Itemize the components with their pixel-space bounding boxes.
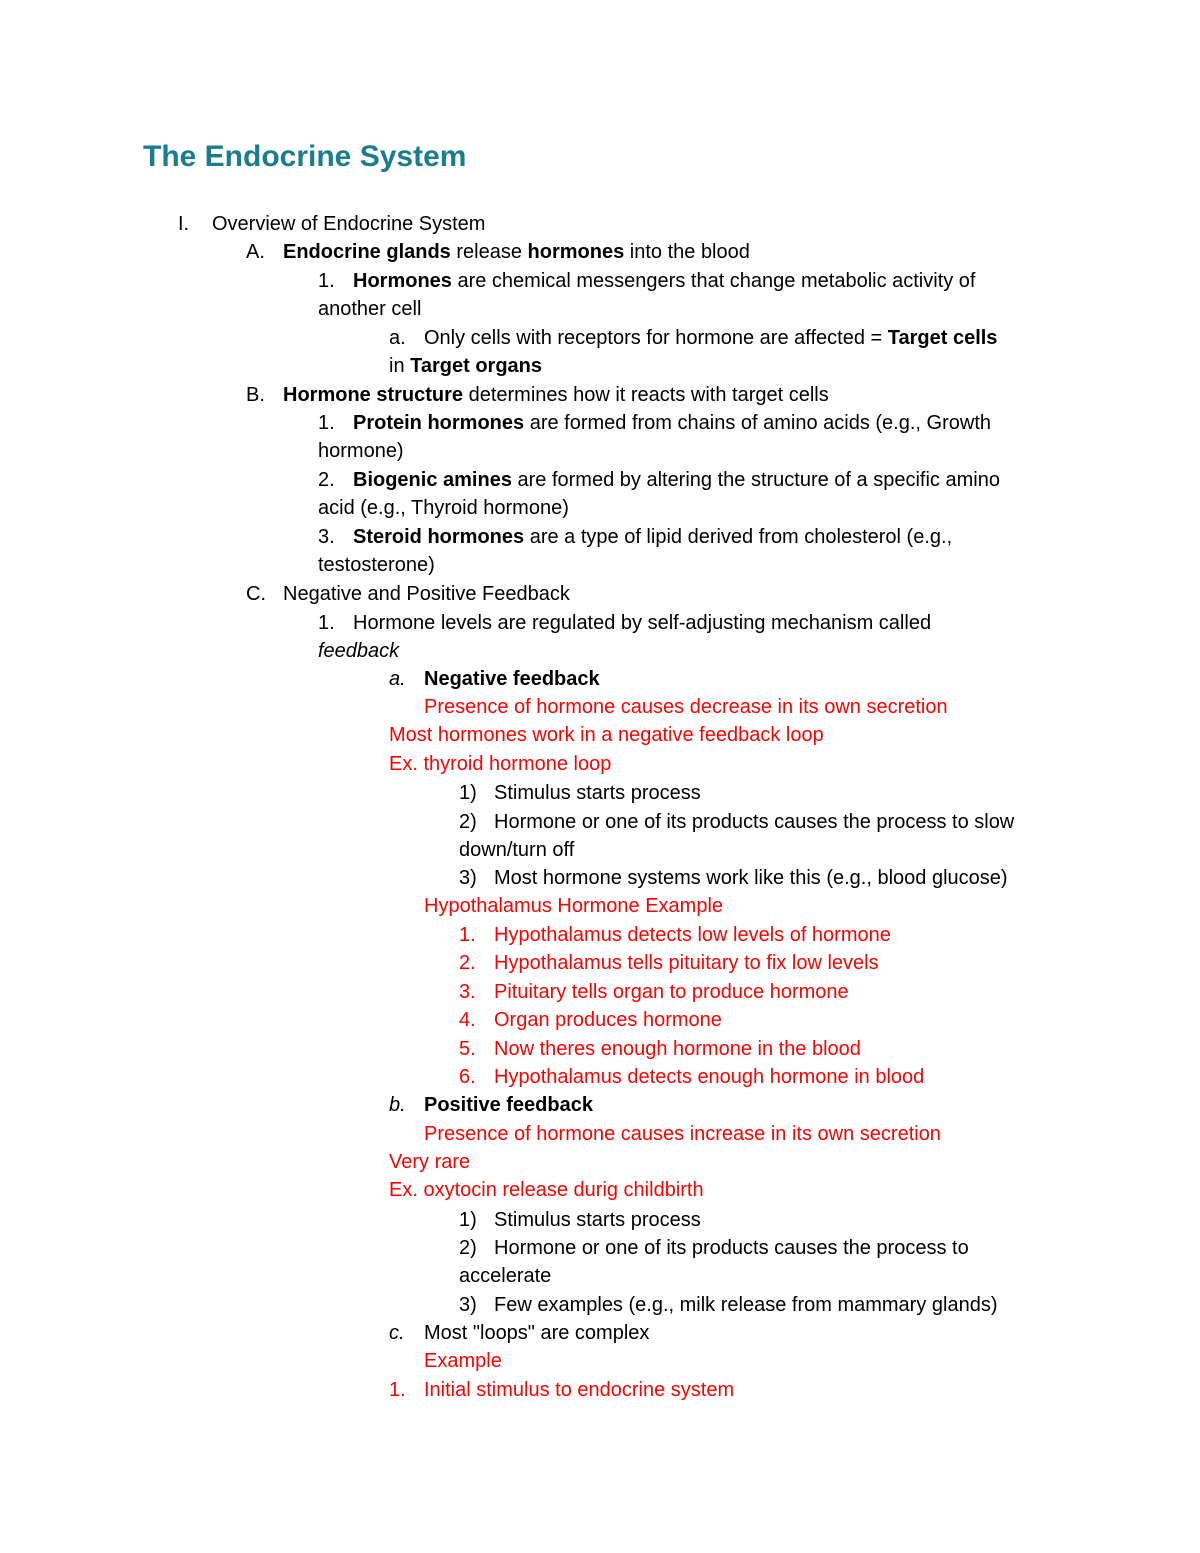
list-marker: 1) — [459, 782, 477, 804]
bold-term: hormones — [527, 241, 625, 263]
item-text: Biogenic amines are formed by altering the structure of a specific amino — [353, 469, 1000, 491]
bold-term: Negative feedback — [424, 668, 600, 690]
list-marker: 3. — [318, 526, 335, 548]
item-text: Most "loops" are complex — [424, 1322, 650, 1344]
section-heading: Overview of Endocrine System — [212, 213, 486, 235]
item-text: Stimulus starts process — [494, 1209, 701, 1231]
list-marker: c. — [389, 1322, 405, 1344]
item-text: Steroid hormones are a type of lipid derived from cholesterol (e.g., — [353, 526, 953, 548]
list-marker: I. — [178, 213, 190, 235]
list-marker: a. — [389, 327, 406, 349]
item-text: Stimulus starts process — [494, 782, 701, 804]
item-text: Hormone or one of its products causes the process to slow — [494, 811, 1015, 833]
bold-term: Target organs — [410, 355, 542, 377]
bold-term: Hormones — [353, 270, 452, 292]
item-text: in Target organs — [389, 355, 542, 377]
bold-term: Biogenic amines — [353, 469, 512, 491]
bold-term: Endocrine glands — [283, 241, 451, 263]
bold-term: Hormone structure — [283, 384, 464, 406]
item-text: Negative and Positive Feedback — [283, 583, 570, 605]
item-text: Hormone levels are regulated by self-adjusting mechanism called — [353, 612, 932, 634]
list-marker: b. — [389, 1094, 406, 1116]
bold-term: Target cells — [887, 327, 998, 349]
item-text: hormone) — [318, 440, 404, 462]
item-text: down/turn off — [459, 839, 575, 861]
item-text: Only cells with receptors for hormone are affected = Target cells — [424, 327, 998, 349]
item-text: Hormone structure determines how it reacts with target cells — [283, 384, 829, 406]
item-text: Hormone or one of its products causes the process to — [494, 1237, 969, 1259]
list-marker: 3) — [459, 867, 477, 889]
list-marker: a. — [389, 668, 406, 690]
list-marker: 1) — [459, 1209, 477, 1231]
list-marker: 3) — [459, 1294, 477, 1316]
bold-term: Steroid hormones — [353, 526, 525, 548]
item-text: testosterone) — [318, 554, 435, 576]
list-marker: 1. — [318, 270, 335, 292]
italic-term: feedback — [318, 640, 400, 662]
item-text: another cell — [318, 298, 422, 320]
list-marker: 1. — [318, 412, 335, 434]
list-marker: 1. — [318, 612, 335, 634]
list-marker: 2) — [459, 811, 477, 833]
bold-term: Protein hormones — [353, 412, 525, 434]
list-marker: B. — [246, 384, 265, 406]
list-marker: 2. — [318, 469, 335, 491]
item-text: accelerate — [459, 1265, 552, 1287]
bold-term: Positive feedback — [424, 1094, 593, 1116]
page-title: The Endocrine System — [143, 140, 467, 173]
list-marker: C. — [246, 583, 266, 605]
list-marker: A. — [246, 241, 265, 263]
item-text: Few examples (e.g., milk release from mammary glands) — [494, 1294, 998, 1316]
item-text: Hormones are chemical messengers that change metabolic activity of — [353, 270, 976, 292]
document-page: The Endocrine System I. Overview of Endocrine System A. Endocrine glands release hormones into the blood 1. Hormones are chemical messengers that change metabolic activity of another cell a. Only cells with receptors for hormone are affected = Target cells in Target organs B. Hormone structure determines how it reacts with target cells 1. Protein hormones are formed from chains of amino acids (e.g., Growth hormone) 2. Biogenic amines are formed by altering the structure of a specific amino acid (e.g., Thyroid hormone) 3. Steroid hormones are a type of lipid derived from cholesterol (e.g., testosterone) C. Negative and Positive Feedback 1. Hormone levels are regulated by self-adjusting mechanism called feedback a. Negative feedback Presence of hormone causes decrease in its own secretion Most hormones work in a negative feedback loop Ex. thyroid hormone loop 1) Stimulus starts process 2) Hormone or one of its products causes the process to slow down/turn off 3) Most hormone systems work like this (e.g., blood glucose) Hypothalamus Hormone Example 1. Hypothalamus detects low levels of hormone 2. Hypothalamus tells pituitary to fix low levels 3. Pituitary tells organ to produce hormone 4. Organ produces hormone 5. Now theres enough hormone in the blood 6. Hypothalamus detects enough hormone in blood b. Positive feedback Presence of hormone causes increase in its own secretion Very rare Ex. oxytocin release durig childbirth 1) Stimulus starts process 2) Hormone or one of its products causes the process to accelerate 3) Few examples (e.g., milk release from mammary glands) c. Most "loops" are complex Example 1. Initial stimulus to endocrine system — [143, 140, 1015, 1401]
item-text: Endocrine glands release hormones into the blood — [283, 241, 750, 263]
item-text: acid (e.g., Thyroid hormone) — [318, 497, 569, 519]
list-marker: 2) — [459, 1237, 477, 1259]
item-text: Protein hormones are formed from chains of amino acids (e.g., Growth — [353, 412, 991, 434]
item-text: Most hormone systems work like this (e.g., blood glucose) — [494, 867, 1008, 889]
